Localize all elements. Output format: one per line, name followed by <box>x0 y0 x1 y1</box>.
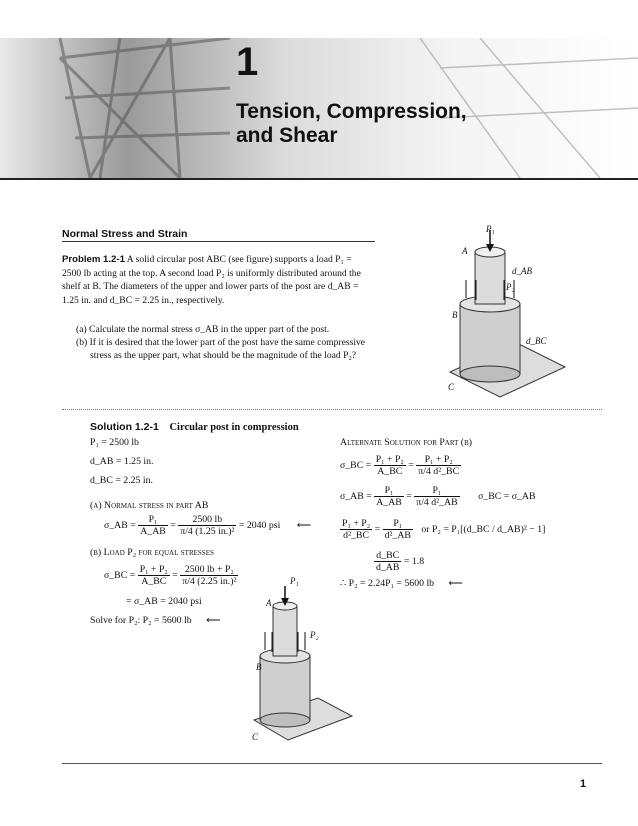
fig1-label-dab: d_AB <box>512 266 532 276</box>
solution-header <box>90 421 299 433</box>
fig1-label-b: B <box>452 310 458 320</box>
part-a-heading: (a) Normal stress in part AB <box>90 500 209 511</box>
fig1-label-p2: P₂ <box>506 282 515 292</box>
alt-equation-1: σ_BC = $\frac{\text{P₁ + P₂}}{A\_BC}$ = $\frac{\text{P₁ + P₂}}{\text{π/4 d²\_BC}}$ <box>340 454 460 477</box>
eq-a-lhs: σ_AB = <box>104 519 136 531</box>
fig2-label-a: A <box>266 598 272 608</box>
solve-for-p2 <box>90 615 220 626</box>
page-number: 1 <box>580 778 587 790</box>
fig2-label-p1: P₁ <box>290 576 299 586</box>
left-arrow-icon: ⟵ <box>206 615 221 626</box>
problem-part-b: (b) If it is desired that the lower part of the post have the same compressive stress as the upper part, what should be the magnitude of the load P₂? <box>76 337 366 362</box>
alt-equation-2: σ_AB = $\frac{\text{P₁}}{A\_AB}$ = $\frac{\text{P₁}}{\text{π/4 d²\_AB}}$ σ_BC = σ_AB <box>340 485 536 508</box>
part-b-heading: (b) Load P₂ for equal stresses <box>90 547 214 558</box>
problem-figure-post <box>430 222 570 402</box>
alt-result-text: ∴ P₂ = 2.24P₁ = 5600 lb <box>340 578 435 589</box>
alt-equation-4: $\frac{d\_BC}{d\_AB}$ = 1.8 <box>376 550 425 573</box>
solution-figure-post <box>248 584 358 744</box>
fig1-label-c: C <box>448 382 455 392</box>
section-title: Normal Stress and Strain <box>62 228 188 240</box>
problem-label: Problem 1.2-1 <box>62 254 125 265</box>
fig2-label-c: C <box>252 732 259 742</box>
chapter-title-line2: and Shear <box>236 124 338 147</box>
alt-result <box>340 578 463 589</box>
eq-a-frac1: $\frac{\text{P₁}}{A\_AB}$ <box>140 514 166 537</box>
chapter-number: 1 <box>236 40 259 84</box>
header-bottom-rule <box>0 178 638 180</box>
section-divider-dotted <box>62 409 602 410</box>
equation-b-line2: = σ_AB = 2040 psi <box>126 596 202 607</box>
chapter-title <box>236 100 467 148</box>
solve-for-text: Solve for P₂: P₂ = 5600 lb <box>90 615 192 626</box>
fig1-label-a: A <box>462 246 468 256</box>
chapter-title-line1: Tension, Compression, <box>236 100 467 123</box>
alt-solution-heading: Alternate Solution for Part (b) <box>340 437 473 448</box>
given-dab: d_AB = 1.25 in. <box>90 456 154 467</box>
given-dbc: d_BC = 2.25 in. <box>90 475 153 486</box>
footer-rule <box>62 763 602 764</box>
eq-b-frac2: $\frac{\text{2500 lb + P₂}}{\text{π/4 (2.25 in.)²}}$ <box>182 564 237 587</box>
left-arrow-icon: ⟵ <box>448 578 463 589</box>
fig2-label-b: B <box>256 662 262 672</box>
problem-part-a: (a) Calculate the normal stress σ_AB in the upper part of the post. <box>76 324 330 335</box>
alt-equation-3: $\frac{\text{P₁ + P₂}}{\text{d²\_BC}}$ = $\frac{\text{P₁}}{\text{d²\_AB}}$ or P₂ = P₁[(d_BC / d_AB)² − 1] <box>342 518 546 541</box>
given-p1: P₁ = 2500 lb <box>90 437 139 448</box>
problem-statement <box>62 253 362 308</box>
left-arrow-icon: ⟵ <box>296 519 311 531</box>
eq-b-lhs: σ_BC = <box>104 569 136 581</box>
problem-parts <box>76 323 376 363</box>
fig1-label-p1: P₁ <box>486 224 495 234</box>
equation-a: σ_AB = $\frac{\text{P₁}}{A\_AB}$ = $\frac{2500 lb}{\text{π/4 (1.25 in.)²}}$ = 2040 psi ⟵ <box>104 514 311 537</box>
solution-subtitle: Circular post in compression <box>169 422 299 433</box>
fig2-label-p2: P₂ <box>310 630 319 640</box>
fig1-label-dbc: d_BC <box>526 336 547 346</box>
equation-b: σ_BC = $\frac{\text{P₁ + P₂}}{A\_BC}$ = $\frac{\text{2500 lb + P₂}}{\text{π/4 (2.25 in.)²}}$ <box>104 564 237 587</box>
eq-a-frac2: $\frac{2500 lb}{\text{π/4 (1.25 in.)²}}$ <box>180 514 235 537</box>
eq-b-frac1: $\frac{\text{P₁ + P₂}}{A\_BC}$ <box>139 564 168 587</box>
solution-label: Solution 1.2-1 <box>90 421 159 433</box>
eq-a-result: = 2040 psi <box>238 519 281 531</box>
section-rule <box>62 241 375 242</box>
problem-text: A solid circular post ABC (see figure) supports a load P₁ = 2500 lb acting at the top. A second load P₂ is uniformly distributed around the shelf at B. The diameters of the upper and lower parts of the post are d_AB = 1.25 in. and d_BC = 2.25 in., respectively. <box>62 254 361 307</box>
